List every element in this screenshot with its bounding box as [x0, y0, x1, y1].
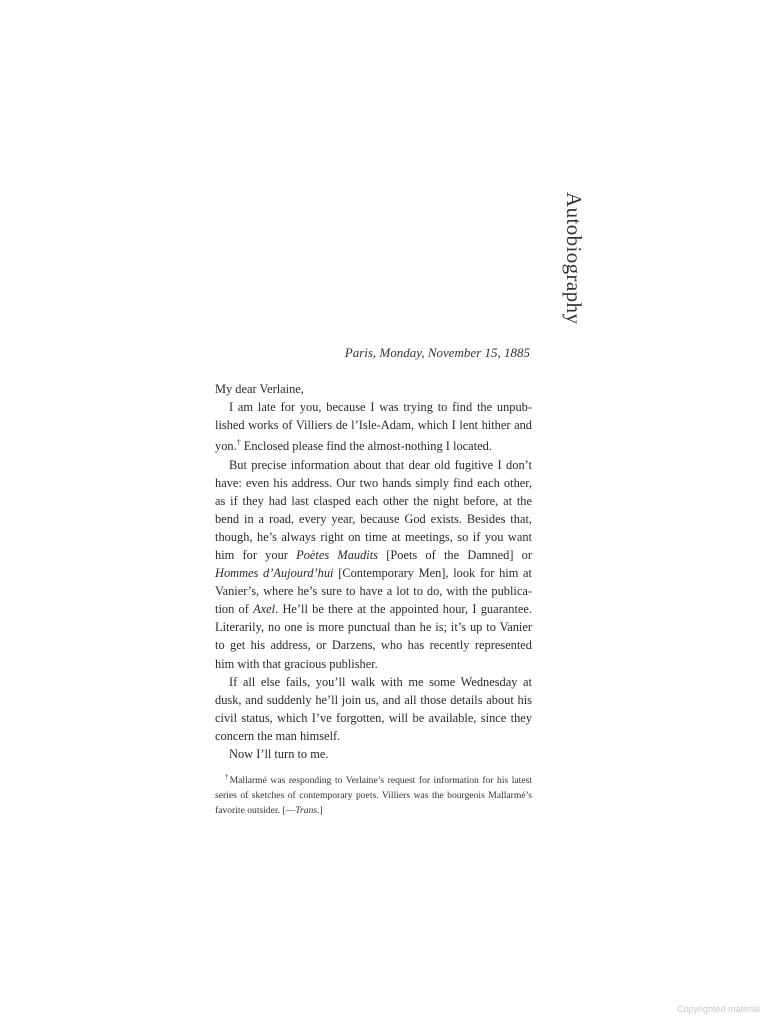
- paragraph-2-text-d: . He’ll be there at the appointed hour, I guarantee. Literarily, no one is more punctual than he is; it’s up to Vanier to get his address, or Darzens, who has recently represented him with that gracious publisher.: [215, 602, 532, 671]
- title-poetes-maudits: Poètes Maudits: [296, 547, 378, 562]
- footnote-text-b: ]: [319, 804, 323, 816]
- paragraph-1-text-b: Enclosed please find the almost-nothing I located.: [240, 439, 492, 454]
- salutation: My dear Verlaine,: [215, 382, 304, 396]
- footnote-mark: †: [225, 773, 230, 781]
- paragraph-2-text-c: [Contemporary Men], look for him at Vanier’s, where he’s sure to have a lot to do, with the publica-tion of: [215, 566, 532, 617]
- title-hommes-daujourdhui: Hommes d’Aujourd’hui: [215, 566, 334, 581]
- paragraph-4: Now I’ll turn to me.: [229, 747, 329, 761]
- letter-body: [215, 380, 532, 763]
- footnote-text-italic: Trans.: [295, 804, 320, 816]
- title-axel: Axel: [253, 602, 276, 617]
- footnote-text-a: Mallarmé was responding to Verlaine’s request for information for his latest series of sketches of contemporary poets. Villiers was the bourgeois Mallarmé’s favorite outsider. [—: [215, 775, 532, 816]
- running-head: Autobiography: [562, 192, 586, 325]
- paragraph-3: If all else fails, you’ll walk with me some Wednesday at dusk, and suddenly he’ll join us, and all those details about his civil status, which I’ve forgotten, will be available, since they concern the man himself.: [215, 674, 532, 743]
- footnote-reference: †: [236, 438, 241, 448]
- dateline: Paris, Monday, November 15, 1885: [344, 345, 530, 360]
- paragraph-2-text-a: But precise information about that dear old fugitive I don’t have: even his address. Our two hands simply find each other, as if they had last clasped each other the night before, at the bend in a road, every year, because God exists. Besides that, though, he’s always right on time at meetings, so if you want him for your: [215, 457, 532, 562]
- footnote: [215, 770, 532, 819]
- copyright-watermark: Copyrighted material: [676, 1004, 760, 1014]
- paragraph-1: [215, 398, 532, 455]
- paragraph-2: [215, 456, 532, 673]
- paragraph-2-text-b: [Poets of the Damned] or: [378, 547, 532, 562]
- paragraph-1-text-a: I am late for you, because I was trying to find the unpub-lished works of Villiers de l’Isle-Adam, which I lent hither and yon.: [215, 400, 532, 454]
